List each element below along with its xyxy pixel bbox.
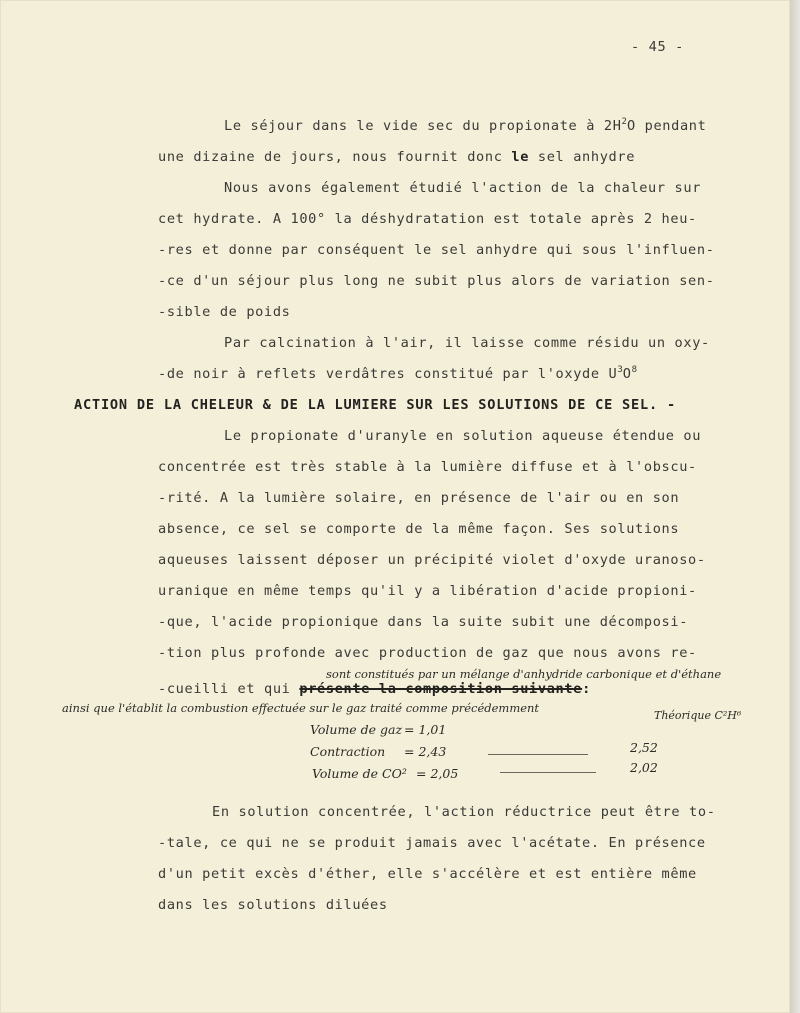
text-segment: -de noir à reflets verdâtres constitué par l'oxyde U xyxy=(158,366,618,382)
handwritten-row-label: Volume de CO² xyxy=(312,766,407,781)
text-segment: sel anhydre xyxy=(529,149,636,165)
text-line-9 xyxy=(158,365,637,385)
handwritten-row-theory: 2,52 xyxy=(630,740,658,755)
text-line-1 xyxy=(224,117,706,137)
handwritten-leader-line xyxy=(500,772,596,773)
handwritten-row-label: Volume de gaz xyxy=(310,722,403,737)
text-line-8: Par calcination à l'air, il laisse comme résidu un oxy- xyxy=(224,335,710,351)
handwritten-theory-header: Théorique C²H⁶ xyxy=(654,709,742,722)
text-line-10: Le propionate d'uranyle en solution aqueuse étendue ou xyxy=(224,428,702,444)
text-line-14: aqueuses laissent déposer un précipité violet d'oxyde uranoso- xyxy=(158,552,706,568)
handwritten-analysis-note: ainsi que l'établit la combustion effectuée sur le gaz traité comme précédemment xyxy=(62,701,540,715)
handwritten-row-label: Contraction xyxy=(310,744,386,759)
text-line-5: -res et donne par conséquent le sel anhydre qui sous l'influen- xyxy=(158,242,715,258)
text-line-4: cet hydrate. A 100° la déshydratation est totale après 2 heu- xyxy=(158,211,697,227)
text-line-11: concentrée est très stable à la lumière diffuse et à l'obscu- xyxy=(158,459,697,475)
handwritten-insert: sont constitués par un mélange d'anhydride carbonique et d'éthane xyxy=(326,667,722,681)
text-line-17: -tion plus profonde avec production de gaz que nous avons re- xyxy=(158,645,697,661)
handwritten-row-theory: 2,02 xyxy=(630,760,658,775)
text-line-21: d'un petit excès d'éther, elle s'accélère et est entière même xyxy=(158,866,697,882)
text-line-19: En solution concentrée, l'action réductrice peut être to- xyxy=(212,804,716,820)
text-line-2 xyxy=(158,148,635,166)
handwritten-row-value: = 2,43 xyxy=(404,744,447,759)
text-line-3: Nous avons également étudié l'action de la chaleur sur xyxy=(224,180,702,196)
handwritten-row-value: = 1,01 xyxy=(404,722,447,737)
text-line-16: -que, l'acide propionique dans la suite subit une décomposi- xyxy=(158,614,689,630)
text-line-22: dans les solutions diluées xyxy=(158,897,388,913)
superscript: 2 xyxy=(621,117,627,127)
text-segment: O pendant xyxy=(626,118,707,134)
page-edge xyxy=(790,0,800,1013)
text-segment: : xyxy=(582,681,591,697)
text-segment: Le séjour dans le vide sec du propionate à 2H xyxy=(224,118,622,134)
text-segment: -cueilli et qui xyxy=(158,681,300,697)
text-line-20: -tale, ce qui ne se produit jamais avec l'acétate. En présence xyxy=(158,835,706,851)
superscript: 3 xyxy=(617,365,623,375)
text-line-18 xyxy=(158,680,591,698)
text-segment: O xyxy=(622,366,632,382)
text-line-12: -rité. A la lumière solaire, en présence de l'air ou en son xyxy=(158,490,680,506)
superscript: 8 xyxy=(631,365,638,375)
text-line-13: absence, ce sel se comporte de la même façon. Ses solutions xyxy=(158,521,680,537)
section-heading: ACTION DE LA CHELEUR & DE LA LUMIERE SUR LES SOLUTIONS DE CE SEL. - xyxy=(74,397,676,413)
text-line-7: -sible de poids xyxy=(158,304,291,320)
text-line-15: uranique en même temps qu'il y a libération d'acide propioni- xyxy=(158,583,697,599)
text-segment: une dizaine de jours, nous fournit donc xyxy=(158,149,512,165)
text-line-6: -ce d'un séjour plus long ne subit plus alors de variation sen- xyxy=(158,273,715,289)
page-number: - 45 - xyxy=(631,39,685,55)
handwritten-row-value: = 2,05 xyxy=(416,766,459,781)
struck-text: présente la composition suivante xyxy=(299,681,583,697)
overtyped-word: le xyxy=(511,149,530,165)
handwritten-leader-line xyxy=(488,754,588,755)
